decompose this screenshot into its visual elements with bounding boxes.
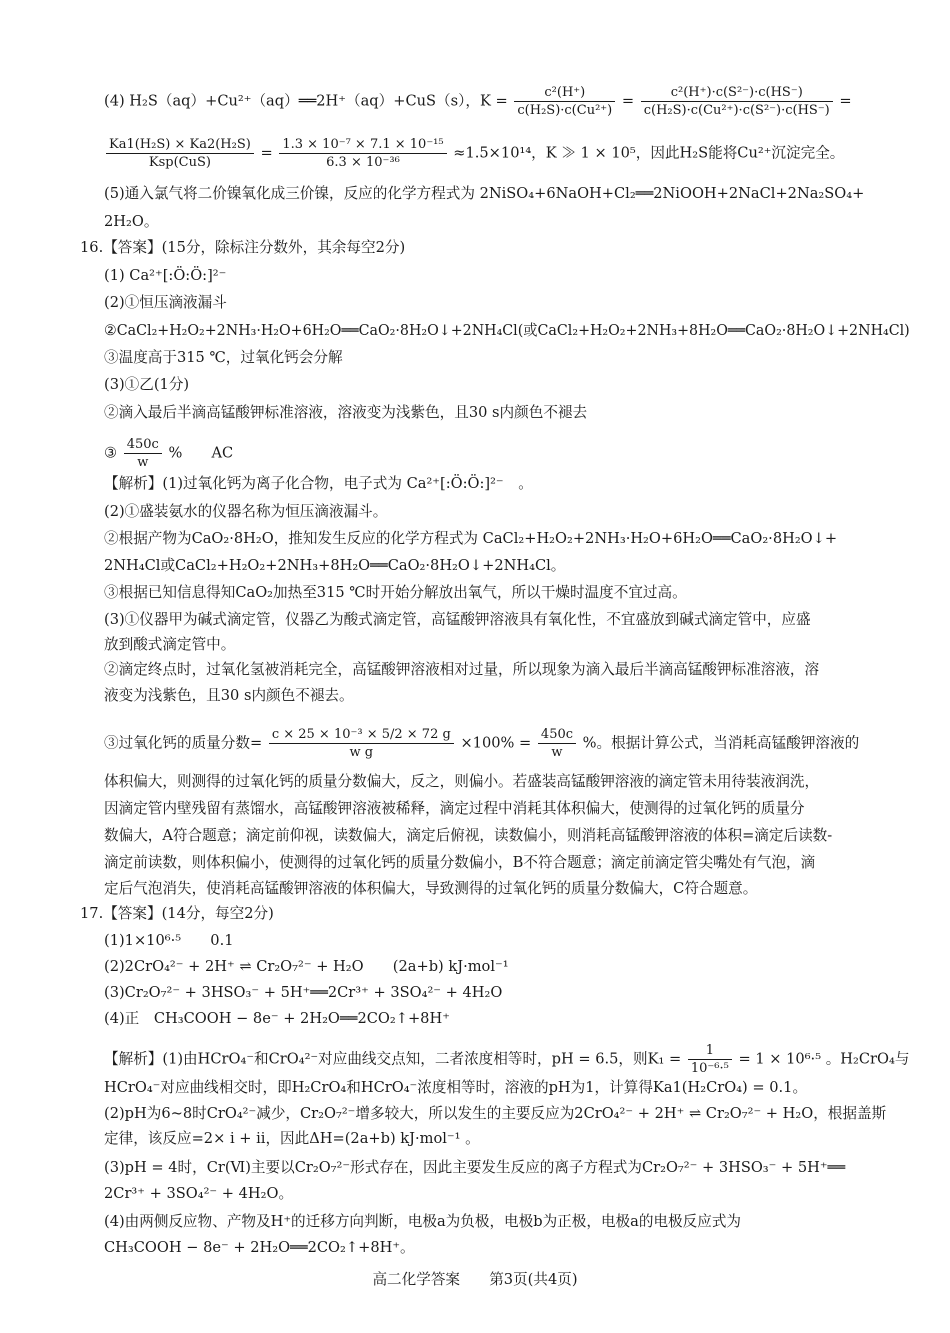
q15-4-result: ≈1.5×10¹⁴，K ≫ 1 × 10⁵，因此H₂S能将Cu²⁺沉淀完全。 — [453, 144, 845, 162]
answer-suffix: % AC — [168, 444, 234, 462]
equals-sign: = — [621, 92, 635, 110]
q16-answer-3-2: ②滴入最后半滴高锰酸钾标准溶液，溶液变为浅紫色，且30 s内颜色不褪去 — [104, 404, 588, 421]
fraction-numerator: 1.3 × 10⁻⁷ × 7.1 × 10⁻¹⁵ — [279, 136, 446, 154]
k1-fraction — [688, 1042, 732, 1077]
fraction-denominator: Ksp(CuS) — [148, 155, 211, 170]
q16-answer-2-2: ②CaCl₂+H₂O₂+2NH₃·H₂O+6H₂O══CaO₂·8H₂O↓+2NH₄Cl(或CaCl₂+H₂O₂+2NH₃+8H₂O══CaO₂·8H₂O↓+2NH₄Cl) — [104, 322, 910, 339]
formula-tail: %。根据计算公式，当消耗高锰酸钾溶液的 — [582, 734, 860, 752]
fraction-numerator: c²(H⁺)·c(S²⁻)·c(HS⁻) — [641, 84, 833, 102]
q16-explanation-14: 滴定前读数，则体积偏小，使测得的过氧化钙的质量分数偏小，B不符合题意；滴定前滴定管尖嘴处有气泡，滴 — [104, 854, 816, 871]
q17-explanation-4: 定律，该反应=2× i + ii，因此ΔH=(2a+b) kJ·mol⁻¹ 。 — [104, 1130, 480, 1147]
k-expression-fraction-3 — [106, 136, 254, 171]
mass-fraction — [124, 436, 162, 471]
fraction-denominator: 10⁻⁶·⁵ — [690, 1061, 729, 1076]
mass-fraction-result — [538, 726, 576, 761]
fraction-numerator: 450c — [124, 436, 162, 454]
q16-explanation-15: 定后气泡消失，使消耗高锰酸钾溶液的体积偏大，导致测得的过氧化钙的质量分数偏大，C符合题意。 — [104, 880, 758, 897]
q16-explanation-2: (2)①盛装氨水的仪器名称为恒压滴液漏斗。 — [104, 503, 388, 520]
fraction-denominator: w g — [349, 745, 374, 760]
q15-5-line1: (5)通入氯气将二价镍氧化成三价镍，反应的化学方程式为 2NiSO₄+6NaOH+Cl₂══2NiOOH+2NaCl+2Na₂SO₄+ — [104, 185, 865, 202]
q17-answer-3: (3)Cr₂O₇²⁻ + 3HSO₃⁻ + 5H⁺══2Cr³⁺ + 3SO₄²⁻ + 4H₂O — [104, 984, 503, 1001]
q17-explanation-5: (3)pH = 4时，Cr(Ⅵ)主要以Cr₂O₇²⁻形式存在，因此主要发生反应的离子方程式为Cr₂O₇²⁻ + 3HSO₃⁻ + 5H⁺══ — [104, 1159, 846, 1176]
q16-explanation-4: 2NH₄Cl或CaCl₂+H₂O₂+2NH₃+8H₂O══CaO₂·8H₂O↓+2NH₄Cl。 — [104, 557, 566, 574]
q17-explanation-8: CH₃COOH − 8e⁻ + 2H₂O══2CO₂↑+8H⁺。 — [104, 1239, 415, 1256]
fraction-numerator: c × 25 × 10⁻³ × 5/2 × 72 g — [269, 726, 454, 744]
q15-5-line2: 2H₂O。 — [104, 213, 159, 230]
q15-4-line2 — [104, 136, 844, 171]
equals-sign: = — [260, 144, 273, 162]
q16-explanation-3: ②根据产物为CaO₂·8H₂O，推知发生反应的化学方程式为 CaCl₂+H₂O₂+2NH₃·H₂O+6H₂O══CaO₂·8H₂O↓+ — [104, 530, 838, 547]
q15-4-line1 — [104, 84, 852, 119]
k-expression-fraction-1 — [514, 84, 615, 119]
q16-answer-3-1: (3)①乙(1分) — [104, 376, 190, 393]
explanation-tail: = 1 × 10⁶·⁵ 。H₂CrO₄与 — [738, 1050, 910, 1068]
q16-answer-3-3 — [104, 436, 233, 471]
fraction-numerator: c²(H⁺) — [514, 84, 615, 102]
q16-explanation-11: 体积偏大，则测得的过氧化钙的质量分数偏大，反之，则偏小。若盛装高锰酸钾溶液的滴定管未用待装液润洗， — [104, 773, 820, 790]
q16-explanation-5: ③根据已知信息得知CaO₂加热至315 ℃时开始分解放出氧气，所以干燥时温度不宜过高。 — [104, 584, 687, 601]
q16-explanation-8: ②滴定终点时，过氧化氢被消耗完全，高锰酸钾溶液相对过量，所以现象为滴入最后半滴高锰酸钾标准溶液，溶 — [104, 661, 820, 678]
fraction-numerator: 450c — [538, 726, 576, 744]
q16-header: 16.【答案】(15分，除标注分数外，其余每空2分) — [80, 239, 406, 256]
q17-answer-1: (1)1×10⁶·⁵ 0.1 — [104, 932, 234, 949]
fraction-numerator: 1 — [688, 1042, 732, 1060]
formula-middle: ×100% = — [460, 734, 532, 752]
q16-answer-1: (1) Ca²⁺[:Ö:Ö:]²⁻ — [104, 267, 227, 284]
q16-explanation-9: 液变为浅紫色，且30 s内颜色不褪去。 — [104, 687, 354, 704]
fraction-denominator: w — [551, 745, 563, 760]
q16-explanation-10 — [104, 726, 859, 761]
fraction-denominator: 6.3 × 10⁻³⁶ — [326, 155, 400, 170]
fraction-numerator: Ka1(H₂S) × Ka2(H₂S) — [106, 136, 254, 154]
k-expression-fraction-2 — [641, 84, 833, 119]
circled-number: ③ — [104, 444, 118, 462]
page-footer: 高二化学答案 第3页(共4页) — [372, 1271, 578, 1288]
fraction-denominator: c(H₂S)·c(Cu²⁺)·c(S²⁻)·c(HS⁻) — [643, 103, 830, 118]
q16-explanation-6: (3)①仪器甲为碱式滴定管，仪器乙为酸式滴定管，高锰酸钾溶液具有氧化性，不宜盛放到碱式滴定管中，应盛 — [104, 611, 811, 628]
fraction-denominator: c(H₂S)·c(Cu²⁺) — [517, 103, 613, 118]
q16-answer-2-3: ③温度高于315 ℃，过氧化钙会分解 — [104, 349, 343, 366]
equals-sign: = — [839, 92, 852, 110]
q17-explanation-7: (4)由两侧反应物、产物及H⁺的迁移方向判断，电极a为负极，电极b为正极，电极a的电极反应式为 — [104, 1213, 742, 1230]
q17-explanation-1 — [104, 1042, 909, 1077]
q17-answer-4: (4)正 CH₃COOH − 8e⁻ + 2H₂O══2CO₂↑+8H⁺ — [104, 1010, 450, 1027]
q16-answer-2-1: (2)①恒压滴液漏斗 — [104, 294, 227, 311]
k-value-fraction — [279, 136, 446, 171]
q16-explanation-12: 因滴定管内壁残留有蒸馏水，高锰酸钾溶液被稀释，滴定过程中消耗其体积偏大，使测得的过氧化钙的质量分 — [104, 800, 805, 817]
q17-explanation-6: 2Cr³⁺ + 3SO₄²⁻ + 4H₂O。 — [104, 1185, 294, 1202]
explanation-text: 【解析】(1)由HCrO₄⁻和CrO₄²⁻对应曲线交点知，二者浓度相等时，pH = 6.5，则K₁ = — [104, 1050, 682, 1068]
q17-header: 17.【答案】(14分，每空2分) — [80, 905, 274, 922]
q17-answer-2: (2)2CrO₄²⁻ + 2H⁺ ⇌ Cr₂O₇²⁻ + H₂O (2a+b) kJ·mol⁻¹ — [104, 958, 509, 975]
q16-explanation-13: 数偏大，A符合题意；滴定前仰视，读数偏大，滴定后俯视，读数偏小，则消耗高锰酸钾溶液的体积=滴定后读数- — [104, 827, 833, 844]
q15-4-equation: (4) H₂S（aq）+Cu²⁺（aq）══2H⁺（aq）+CuS（s），K = — [104, 92, 508, 110]
q17-explanation-3: (2)pH为6~8时CrO₄²⁻减少，Cr₂O₇²⁻增多较大，所以发生的主要反应为2CrO₄²⁻ + 2H⁺ ⇌ Cr₂O₇²⁻ + H₂O，根据盖斯 — [104, 1105, 887, 1122]
formula-label: ③过氧化钙的质量分数= — [104, 734, 263, 752]
q16-explanation-7: 放到酸式滴定管中。 — [104, 636, 236, 653]
fraction-denominator: w — [137, 455, 149, 470]
q17-explanation-2: HCrO₄⁻对应曲线相交时，即H₂CrO₄和HCrO₄⁻浓度相等时，溶液的pH为1，计算得Ka1(H₂CrO₄) = 0.1。 — [104, 1079, 808, 1096]
mass-fraction-formula — [269, 726, 454, 761]
q16-explanation-1: 【解析】(1)过氧化钙为离子化合物，电子式为 Ca²⁺[:Ö:Ö:]²⁻ 。 — [104, 475, 533, 492]
